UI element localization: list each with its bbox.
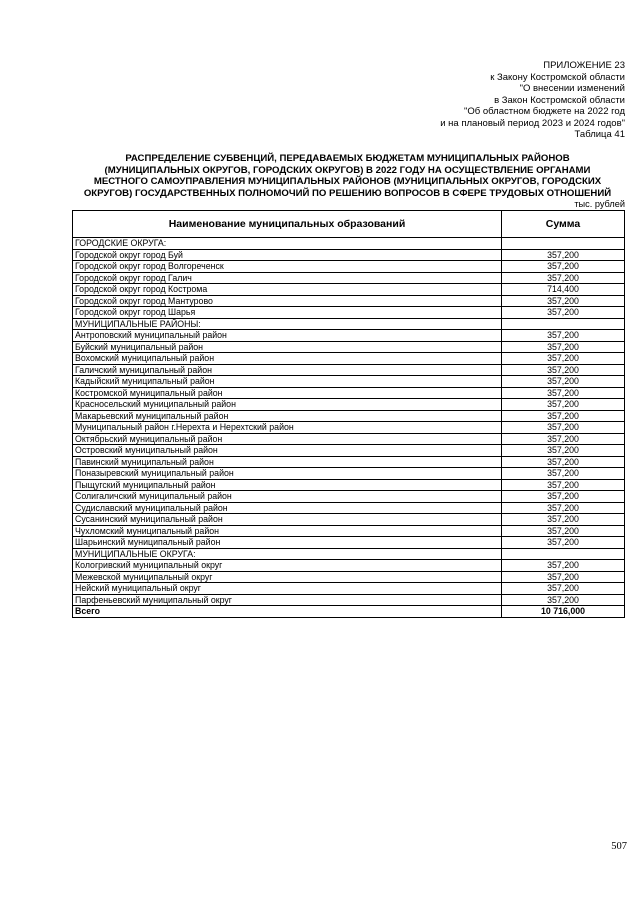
title-line: (МУНИЦИПАЛЬНЫХ ОКРУГОВ, ГОРОДСКИХ ОКРУГОВ) В 2022 ГОДУ НА ОСУЩЕСТВЛЕНИЕ ОРГАНАМИ [104,164,591,176]
row-sum: 357,200 [502,525,625,537]
row-sum: 357,200 [502,364,625,376]
total-row [73,606,625,618]
table-row [73,560,625,572]
row-sum: 357,200 [502,422,625,434]
table-row [73,318,625,330]
row-sum: 357,200 [502,330,625,342]
table-row [73,456,625,468]
total-sum: 10 716,000 [502,606,625,618]
row-sum: 714,400 [502,284,625,296]
title-line: МЕСТНОГО САМОУПРАВЛЕНИЯ МУНИЦИПАЛЬНЫХ РАЙОНОВ (МУНИЦИПАЛЬНЫХ ОКРУГОВ, ГОРОДСКИХ [93,176,602,187]
row-sum: 357,200 [502,410,625,422]
page-number: 507 [611,841,627,852]
header-line: ПРИЛОЖЕНИЕ 23 [543,60,625,71]
table-row [73,525,625,537]
table-row [73,387,625,399]
row-sum: 357,200 [502,295,625,307]
row-name: Островский муниципальный район [73,445,502,457]
table-row [73,491,625,503]
table-row [73,364,625,376]
row-sum: 357,200 [502,560,625,572]
row-name: Городской округ город Буй [73,249,502,261]
row-name: Пыщугский муниципальный район [73,479,502,491]
row-sum: 357,200 [502,594,625,606]
table-row [73,433,625,445]
header-line: "О внесении изменений [519,83,625,94]
table-row [73,238,625,250]
row-sum: 357,200 [502,537,625,549]
row-sum: 357,200 [502,249,625,261]
row-sum: 357,200 [502,399,625,411]
row-name: Городской округ город Мантурово [73,295,502,307]
row-name: Городской округ город Кострома [73,284,502,296]
row-name: Городской округ город Галич [73,272,502,284]
document-title [70,153,625,199]
total-label: Всего [73,606,502,618]
row-name: МУНИЦИПАЛЬНЫЕ РАЙОНЫ: [73,318,502,330]
table-row [73,353,625,365]
row-sum: 357,200 [502,479,625,491]
row-name: МУНИЦИПАЛЬНЫЕ ОКРУГА: [73,548,502,560]
row-name: Октябрьский муниципальный район [73,433,502,445]
row-sum: 357,200 [502,261,625,273]
row-name: Солигаличский муниципальный район [73,491,502,503]
header-line: Таблица 41 [574,129,625,140]
table-row [73,514,625,526]
table-row [73,548,625,560]
table-row [73,307,625,319]
row-name: Парфеньевский муниципальный округ [73,594,502,606]
title-line: РАСПРЕДЕЛЕНИЕ СУБВЕНЦИЙ, ПЕРЕДАВАЕМЫХ БЮДЖЕТАМ МУНИЦИПАЛЬНЫХ РАЙОНОВ [125,153,570,164]
table-row [73,479,625,491]
header-line: "Об областном бюджете на 2022 год [464,106,625,117]
row-name: Шарьинский муниципальный район [73,537,502,549]
table-row [73,249,625,261]
row-name: Галичский муниципальный район [73,364,502,376]
row-name: Сусанинский муниципальный район [73,514,502,526]
row-name: Межевской муниципальный округ [73,571,502,583]
table-row [73,422,625,434]
header-line: и на плановый период 2023 и 2024 годов" [440,117,625,129]
row-name: Городской округ город Волгореченск [73,261,502,273]
row-name: Антроповский муниципальный район [73,330,502,342]
table-row [73,502,625,514]
row-name: Муниципальный район г.Нерехта и Нерехтский район [73,422,502,434]
row-sum: 357,200 [502,341,625,353]
table-row [73,295,625,307]
table-row [73,261,625,273]
row-sum [502,548,625,560]
header-line: к Закону Костромской области [490,71,625,83]
row-sum: 357,200 [502,387,625,399]
units-label: тыс. рублей [574,199,625,209]
row-sum [502,238,625,250]
row-sum: 357,200 [502,456,625,468]
row-name: Городской округ город Шарья [73,307,502,319]
document-header [285,60,625,141]
row-sum: 357,200 [502,376,625,388]
table-row [73,399,625,411]
table-row [73,284,625,296]
column-header-sum: Сумма [502,211,625,238]
row-name: Чухломский муниципальный район [73,525,502,537]
table-body [73,238,625,606]
row-sum: 357,200 [502,272,625,284]
row-name: Нейский муниципальный округ [73,583,502,595]
distribution-table [72,210,625,618]
row-sum [502,318,625,330]
row-sum: 357,200 [502,491,625,503]
row-sum: 357,200 [502,502,625,514]
row-name: Красносельский муниципальный район [73,399,502,411]
row-name: Костромской муниципальный район [73,387,502,399]
row-name: ГОРОДСКИЕ ОКРУГА: [73,238,502,250]
row-name: Макарьевский муниципальный район [73,410,502,422]
row-sum: 357,200 [502,307,625,319]
table-row [73,571,625,583]
row-sum: 357,200 [502,445,625,457]
row-name: Кологривский муниципальный округ [73,560,502,572]
table-row [73,272,625,284]
table-row [73,330,625,342]
row-name: Буйский муниципальный район [73,341,502,353]
table-row [73,445,625,457]
table-row [73,594,625,606]
row-sum: 357,200 [502,433,625,445]
column-header-name: Наименование муниципальных образований [73,211,502,238]
row-name: Вохомский муниципальный район [73,353,502,365]
table-row [73,410,625,422]
table-row [73,468,625,480]
title-line: ОКРУГОВ) ГОСУДАРСТВЕННЫХ ПОЛНОМОЧИЙ ПО РЕШЕНИЮ ВОПРОСОВ В СФЕРЕ ТРУДОВЫХ ОТНОШЕНИЙ [83,187,612,199]
table-row [73,537,625,549]
row-sum: 357,200 [502,571,625,583]
row-name: Судиславский муниципальный район [73,502,502,514]
row-name: Кадыйский муниципальный район [73,376,502,388]
table-header-row [73,211,625,238]
row-sum: 357,200 [502,583,625,595]
row-sum: 357,200 [502,514,625,526]
table-row [73,341,625,353]
row-name: Павинский муниципальный район [73,456,502,468]
table-row [73,583,625,595]
table-row [73,376,625,388]
row-sum: 357,200 [502,353,625,365]
row-sum: 357,200 [502,468,625,480]
header-line: в Закон Костромской области [494,94,625,106]
row-name: Поназыревский муниципальный район [73,468,502,480]
